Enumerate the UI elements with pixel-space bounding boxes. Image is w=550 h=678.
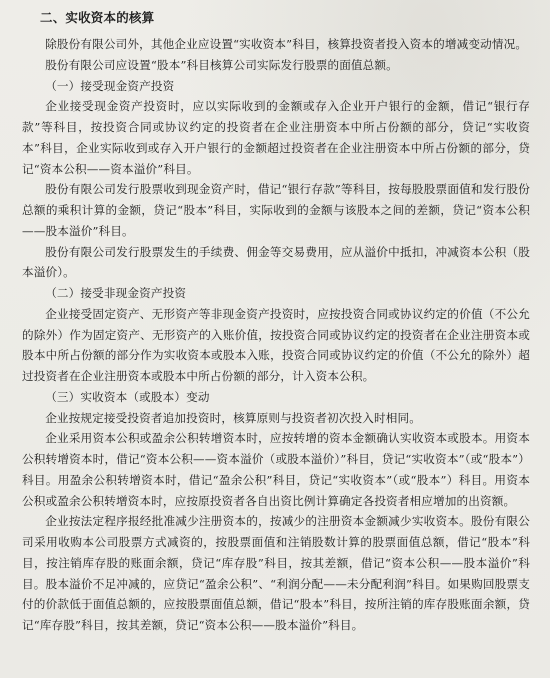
paragraph: 企业采用资本公积或盈余公积转增资本时，应按转增的资本金额确认实收资本或股本。用资本公积转增资本时，借记“资本公积——资本溢价（或股本溢价）”科目，贷记“实收资本”（或“股本”）科目。用盈余公积转增资本时，借记“盈余公积”科目，贷记“实收资本”（或“股本”）科目。用资本公积或盈余公积转增资本时，应按原投资者各自出资比例计算确定各投资者相应增加的出资额。 (22, 431, 530, 508)
paragraph: 股份有限公司发行股票收到现金资产时，借记“银行存款”等科目，按每股股票面值和发行股份总额的乘积计算的金额，贷记“股本”科目，实际收到的金额与该股本之间的差额，贷记“资本公积——股本溢价”科目。 (22, 182, 530, 238)
paragraph: 除股份有限公司外，其他企业应设置“实收资本”科目，核算投资者投入资本的增减变动情况。 (45, 37, 528, 51)
section-heading: 二、实收资本的核算 (40, 10, 155, 25)
paragraph: 股份有限公司发行股票发生的手续费、佣金等交易费用，应从溢价中抵扣，冲减资本公积（股本溢价）。 (22, 244, 530, 280)
paragraph: 企业按法定程序报经批准减少注册资本的，按减少的注册资本金额减少实收资本。股份有限公司采用收购本公司股票方式减资的，按股票面值和注销股数计算的股票面值总额，借记“股本”科目，按注销库存股的账面余额，贷记“库存股”科目，按其差额，借记“资本公积——股本溢价”科目。股本溢价不足冲减的，应贷记“盈余公积”、“利润分配——未分配利润”科目。如果购回股票支付的价款低于面值总额的，应按股票面值总额，借记“股本”科目，按所注销的库存股账面余额，贷记“库存股”科目，按其差额，贷记“资本公积——股本溢价”科目。 (22, 514, 530, 632)
subsection-heading: （三）实收资本（或股本）变动 (45, 389, 210, 404)
paragraph: 企业接受现金资产投资时，应以实际收到的金额或存入企业开户银行的金额，借记“银行存款”等科目，按投资合同或协议约定的投资者在企业注册资本中所占份额的部分，贷记“实收资本”科目，企业实际收到或存入开户银行的金额超过投资者在企业注册资本中所占份额的部分，贷记“资本公积——资本溢价”科目。 (22, 99, 530, 176)
subsection-heading: （二）接受非现金资产投资 (45, 286, 187, 300)
body-text (22, 34, 530, 636)
subsection-heading: （一）接受现金资产投资 (45, 78, 175, 93)
paragraph: 企业接受固定资产、无形资产等非现金资产投资时，应按投资合同或协议约定的价值（不公允的除外）作为固定资产、无形资产的入账价值，按投资合同或协议约定的投资者在企业注册资本或股本中所占份额的部分作为实收资本或股本入账，投资合同或协议约定的价值（不公允的除外）超过投资者在企业注册资本或股本中所占份额的部分，计入资本公积。 (22, 306, 530, 383)
paragraph: 企业按规定接受投资者追加投资时，核算原则与投资者初次投入时相同。 (45, 410, 421, 425)
paragraph: 股份有限公司应设置“股本”科目核算公司实际发行股票的面值总额。 (45, 57, 398, 72)
